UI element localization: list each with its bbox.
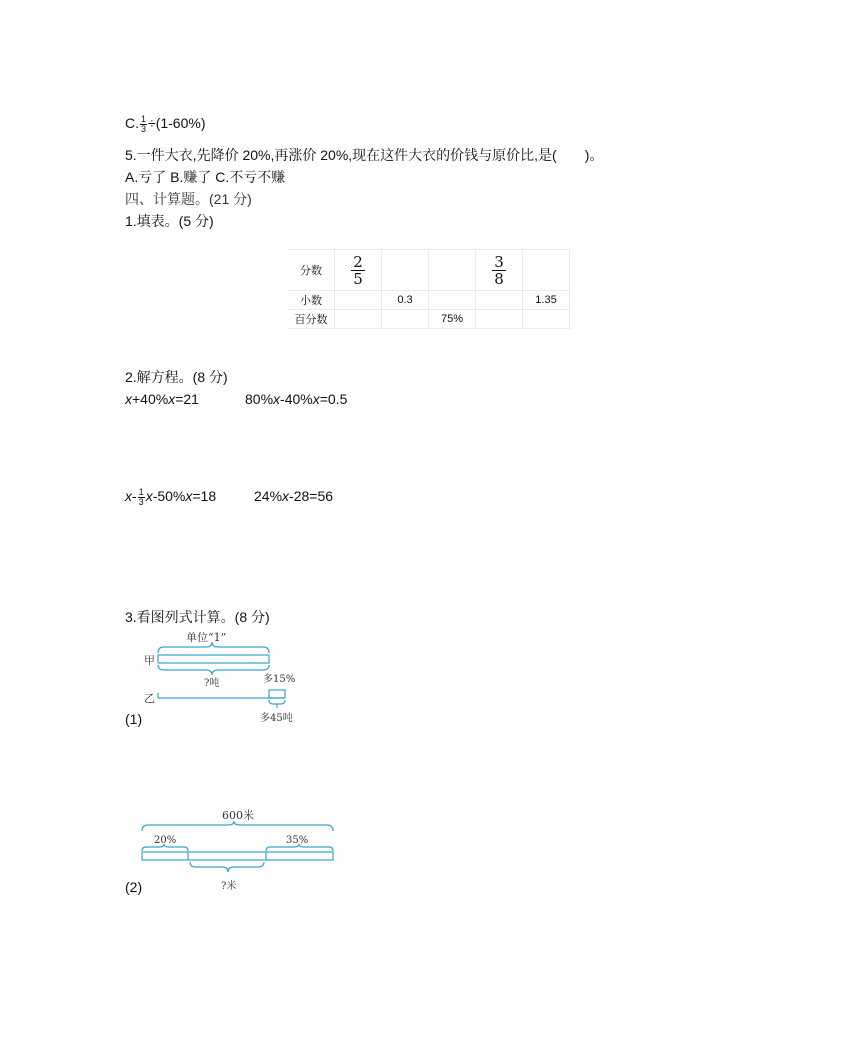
extra-segment [269,690,285,698]
row-label-jia: 甲 [144,654,155,667]
fraction: $\frac{1}{3}$ [141,113,147,134]
row-label-decimal: 小数 [288,291,335,310]
table-cell-blank[interactable] [429,291,476,310]
table-row [288,310,570,329]
figure-1-diagram [140,628,320,728]
option-c-suffix: ÷(1-60%) [148,115,206,131]
fraction: $\frac{3}{8}$ [494,252,504,288]
equations-row-1 [125,390,199,408]
fraction: $\frac{1}{3}$ [138,486,144,507]
table-row [288,291,570,310]
table-cell-blank[interactable] [523,250,570,291]
row-label-fraction: 分数 [288,250,335,291]
table-row [288,250,570,291]
row-label-yi: 乙 [144,692,155,705]
figure-1-label: (1) [125,711,143,727]
fraction: $\frac{2}{5}$ [353,252,363,288]
table-cell-blank[interactable] [429,250,476,291]
bar-jia [158,655,269,663]
table-cell-blank[interactable] [476,310,523,329]
table-cell: 75% [429,310,476,329]
question-tons-label: ?吨 [204,678,220,689]
equation-3: x- $\frac{1}{3}$ x-50%x=18 [125,486,217,507]
equation-1: x+40%x=21 [125,391,199,407]
extra-brace [269,700,285,708]
total-label: 600米 [222,809,254,822]
conversion-table [288,249,570,329]
figure-2-diagram [138,805,338,900]
table-cell [476,250,523,291]
problem-1-title: 1.填表。(5 分) [125,213,214,229]
more-percent-label: 多15% [263,674,296,685]
option-c-line [125,114,206,134]
table-cell-blank[interactable] [335,310,382,329]
question-5-options: A.亏了 B.赚了 C.不亏不赚 [125,169,286,185]
equation-4: 24%x-28=56 [254,488,334,504]
equation-2: 80%x-40%x=0.5 [245,391,348,407]
table-cell-blank[interactable] [335,291,382,310]
problem-3-title: 3.看图列式计算。(8 分) [125,609,270,625]
problem-2-title: 2.解方程。(8 分) [125,369,228,385]
right-brace [266,844,333,851]
bottom-brace-jia [158,665,269,675]
left-percent-label: 20% [154,835,177,846]
table-cell-blank[interactable] [476,291,523,310]
table-cell-blank[interactable] [523,310,570,329]
question-5: 5.一件大衣,先降价 20%,再涨价 20%,现在这件大衣的价钱与原价比,是( )。 [125,147,604,163]
middle-brace [190,862,264,872]
figure-2-label: (2) [125,879,143,895]
segment-bar [142,852,333,860]
table-cell-blank[interactable] [382,310,429,329]
more-tons-label: 多45吨 [260,713,293,724]
top-brace [142,821,333,831]
table-cell: 0.3 [382,291,429,310]
row-label-percent: 百分数 [288,310,335,329]
table-cell [335,250,382,291]
option-c-prefix: C. [125,115,139,131]
question-meters-label: ?米 [221,881,237,892]
table-cell: 1.35 [523,291,570,310]
unit-label: 单位“1” [186,631,227,644]
bar-yi [158,693,285,698]
section-title: 四、计算题。(21 分) [125,191,252,207]
right-percent-label: 35% [286,835,309,846]
table-cell-blank[interactable] [382,250,429,291]
